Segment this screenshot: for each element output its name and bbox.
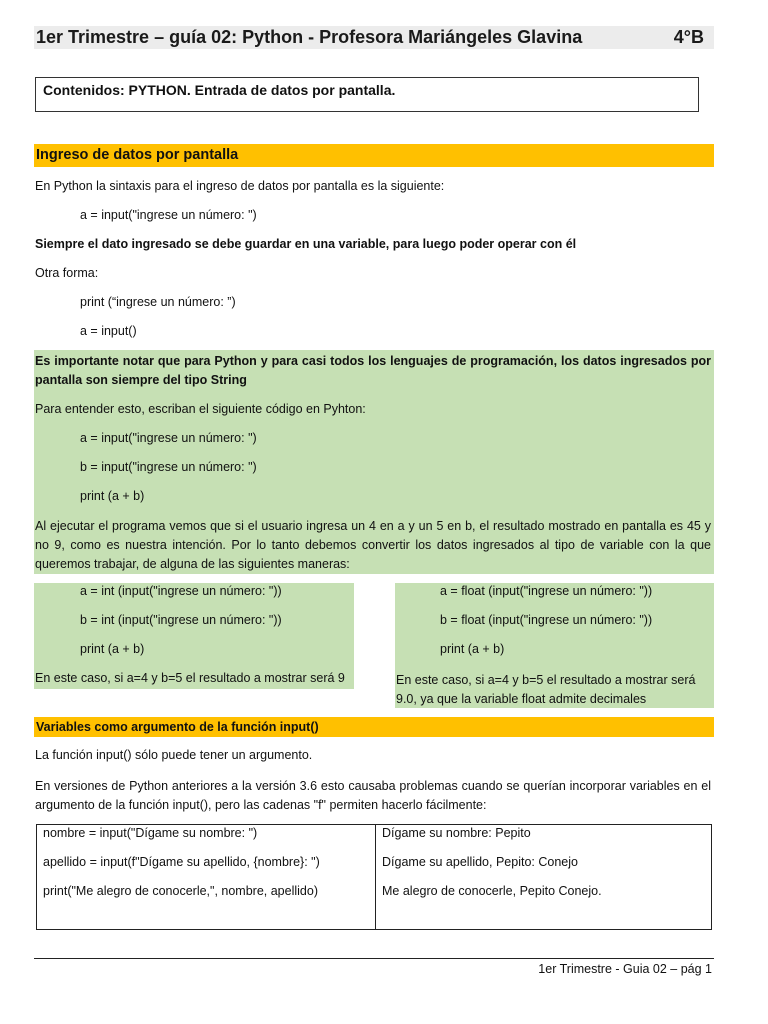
header-title: 1er Trimestre – guía 02: Python - Profesora Mariángeles Glavina [36, 27, 583, 47]
explain-paragraph: Al ejecutar el programa vemos que si el usuario ingresa un 4 en a y un 5 en b, el resultado mostrado en pantalla es 45 y no 9, como es nuestra intención. Por lo tanto debemos convertir los datos ingresados al tipo de variable con la que queremos trabajar, de alguna de las siguientes maneras: [35, 519, 711, 571]
code-line: print (a + b) [80, 489, 145, 503]
output-line: Dígame su nombre: Pepito [382, 826, 531, 840]
code-line: a = input() [80, 324, 137, 338]
header-grade: 4°B [673, 27, 704, 47]
code-line: a = input("ingrese un número: ") [80, 208, 257, 222]
code-line: print (“ingrese un número: ”) [80, 295, 236, 309]
code-line: a = int (input("ingrese un número: ")) [80, 584, 282, 598]
code-line: b = int (input("ingrese un número: ")) [80, 613, 282, 627]
intro-paragraph: En Python la sintaxis para el ingreso de datos por pantalla es la siguiente: [35, 179, 445, 193]
entender-paragraph: Para entender esto, escriban el siguiente código en Pyhton: [35, 402, 366, 416]
page-header [34, 26, 714, 49]
otra-forma-label: Otra forma: [35, 266, 99, 280]
paragraph: La función input() sólo puede tener un argumento. [35, 748, 313, 762]
code-line: apellido = input(f"Dígame su apellido, {nombre}: ") [43, 855, 320, 869]
code-line: a = input("ingrese un número: ") [80, 431, 257, 445]
float-result: En este caso, si a=4 y b=5 el resultado a mostrar será 9.0, ya que la variable float admite decimales [396, 673, 696, 706]
contents-box: Contenidos: PYTHON. Entrada de datos por pantalla. [35, 77, 699, 112]
section-heading-variables: Variables como argumento de la función input() [34, 717, 714, 737]
section-heading-ingreso: Ingreso de datos por pantalla [34, 144, 714, 167]
code-column [37, 825, 376, 930]
footer-divider [34, 958, 714, 959]
output-line: Dígame su apellido, Pepito: Conejo [382, 855, 578, 869]
code-line: b = input("ingrese un número: ") [80, 460, 257, 474]
code-line: print (a + b) [80, 642, 145, 656]
code-line: print("Me alegro de conocerle,", nombre, apellido) [43, 884, 318, 898]
code-output-table [36, 824, 712, 930]
code-line: b = float (input("ingrese un número: ")) [440, 613, 653, 627]
code-line: a = float (input("ingrese un número: ")) [440, 584, 653, 598]
output-line: Me alegro de conocerle, Pepito Conejo. [382, 884, 602, 898]
output-column [376, 825, 712, 930]
code-line: print (a + b) [440, 642, 505, 656]
paragraph: En versiones de Python anteriores a la versión 3.6 esto causaba problemas cuando se querían incorporar variables en el argumento de la función input(), pero las cadenas "f" permiten hacerlo fácilmente: [35, 779, 711, 812]
code-line: nombre = input("Dígame su nombre: ") [43, 826, 258, 840]
important-paragraph: Es importante notar que para Python y para casi todos los lenguajes de programación, los datos ingresados por pantalla son siempre del tipo String [35, 354, 711, 387]
int-result: En este caso, si a=4 y b=5 el resultado a mostrar será 9 [35, 671, 345, 685]
note-paragraph: Siempre el dato ingresado se debe guardar en una variable, para luego poder operar con él [35, 237, 577, 251]
page-footer: 1er Trimestre - Guia 02 – pág 1 [538, 962, 712, 976]
